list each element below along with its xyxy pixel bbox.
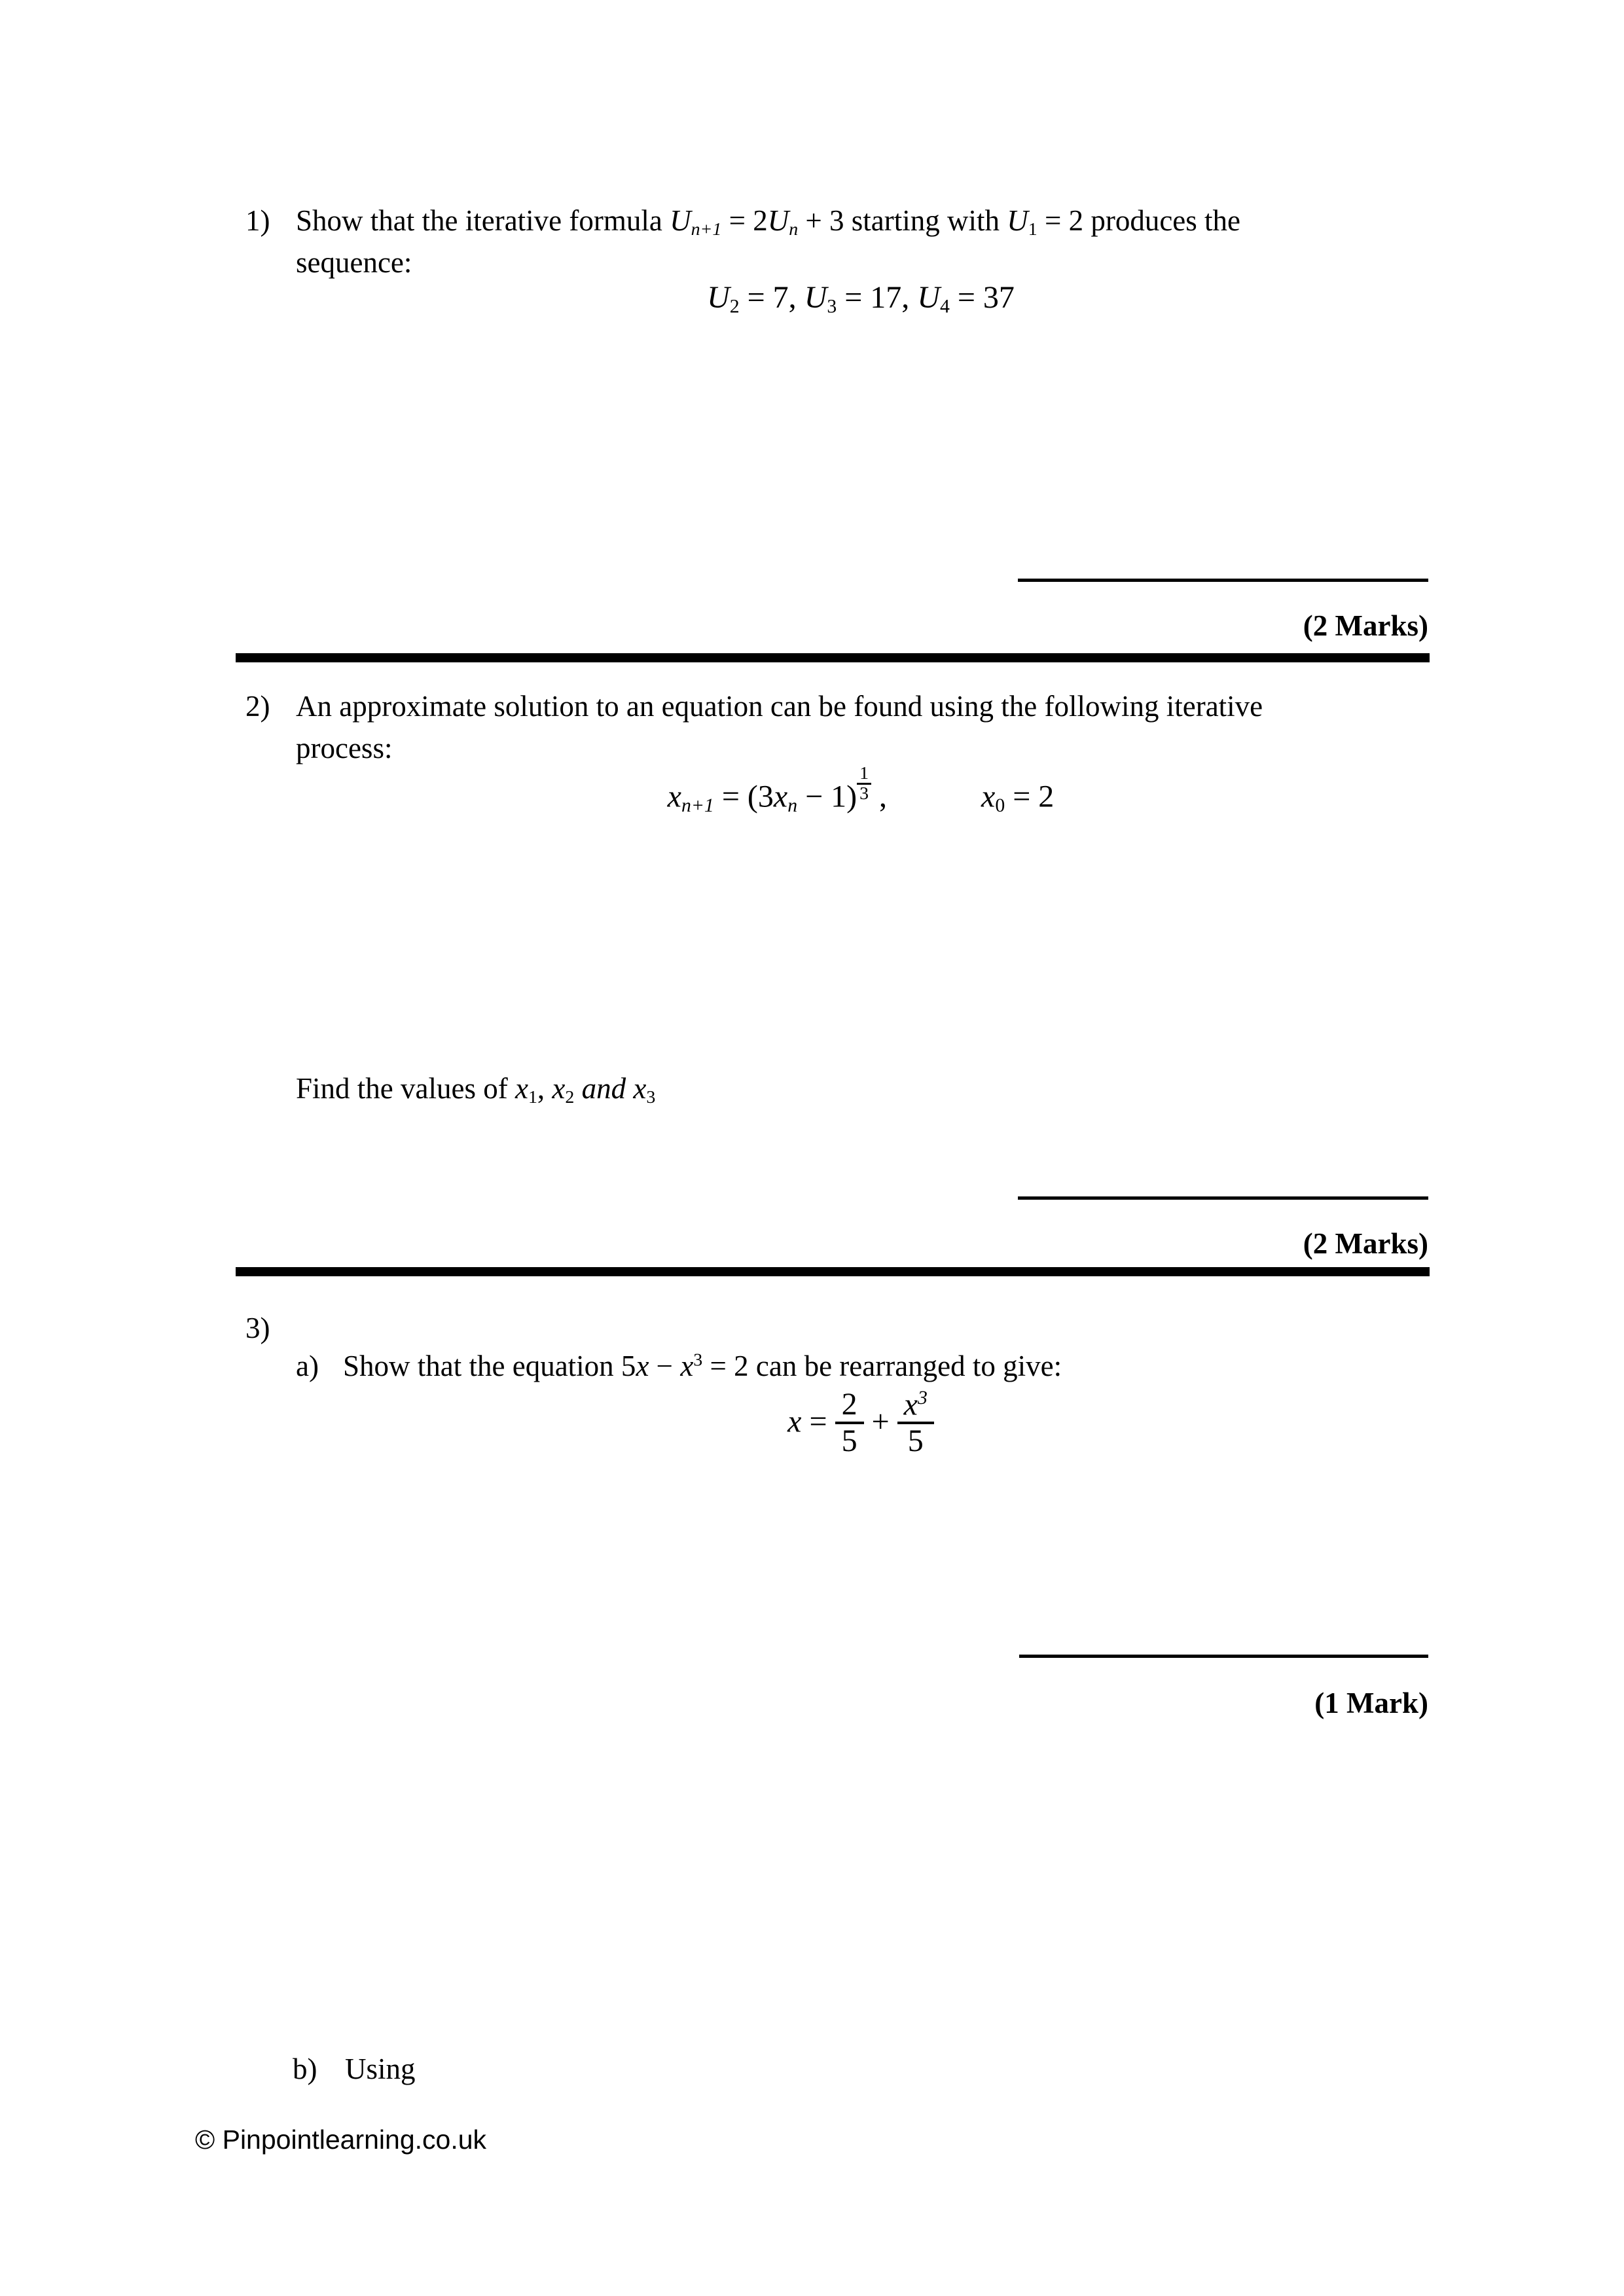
math-segment: x <box>787 1404 802 1439</box>
math-segment: x <box>981 779 996 814</box>
math-segment: + 3 starting with <box>798 204 1007 237</box>
math-segment: 3 <box>646 1086 656 1107</box>
math-segment: and <box>581 1072 626 1105</box>
math-segment: = 2 <box>721 204 768 237</box>
fraction-numerator <box>857 764 871 785</box>
math-fraction <box>897 1388 934 1458</box>
math-segment: n+1 <box>681 794 714 816</box>
math-segment: U <box>670 204 691 237</box>
math-segment: n <box>789 219 799 240</box>
math-segment: n <box>787 794 798 816</box>
math-segment: , <box>871 779 888 814</box>
question-2-number: 2) <box>245 690 270 723</box>
math-segment: Show that the iterative formula <box>296 204 670 237</box>
question-3a-text <box>343 1347 1062 1386</box>
math-segment: 3 <box>827 295 837 317</box>
math-segment: 2 <box>841 1387 857 1422</box>
fraction-numerator <box>897 1388 934 1424</box>
question-2-find-values-text <box>296 1069 655 1109</box>
question-2-equation <box>265 764 1456 819</box>
math-segment <box>887 780 981 814</box>
math-segment: x <box>633 1072 647 1105</box>
question-2-text-line-2: process: <box>296 732 393 764</box>
math-segment: 3 <box>693 1350 703 1371</box>
math-segment: x <box>773 779 788 814</box>
math-segment: 0 <box>995 794 1005 816</box>
math-segment: U <box>1007 204 1028 237</box>
math-segment: 5 <box>841 1424 857 1459</box>
math-segment: U <box>767 204 789 237</box>
math-segment: − <box>649 1350 681 1382</box>
divider-rule-2 <box>236 1267 1430 1276</box>
math-segment: = 2 <box>1005 779 1055 814</box>
math-segment: = 2 produces the <box>1037 204 1241 237</box>
math-segment: U <box>804 280 827 315</box>
copyright-footer: © Pinpointlearning.co.uk <box>195 2125 487 2155</box>
math-segment: − 1) <box>797 779 857 814</box>
math-segment <box>574 1072 581 1105</box>
math-segment: 3 <box>917 1387 928 1408</box>
math-segment: x <box>680 1350 694 1382</box>
math-segment: x <box>667 779 681 814</box>
math-segment: x <box>552 1072 566 1105</box>
question-1-answer-line <box>1018 579 1428 582</box>
math-segment: = <box>801 1404 835 1439</box>
question-3b-label: b) <box>293 2053 317 2085</box>
math-segment: = 37 <box>949 280 1015 315</box>
math-segment: 3 <box>859 783 869 804</box>
question-1-text-line-2: sequence: <box>296 246 412 279</box>
math-segment: 1 <box>1028 219 1038 240</box>
divider-rule-1 <box>236 653 1430 662</box>
math-segment: = 2 can be rearranged to give: <box>702 1350 1062 1382</box>
math-segment: 4 <box>939 295 950 317</box>
question-3-number: 3) <box>245 1312 270 1344</box>
question-3a-marks: (1 Mark) <box>1314 1687 1428 1719</box>
math-segment: x <box>636 1350 649 1382</box>
math-segment: , <box>537 1072 552 1105</box>
question-3a-equation <box>265 1388 1456 1458</box>
question-3a-label: a) <box>296 1350 319 1382</box>
question-1-number: 1) <box>245 204 270 237</box>
math-segment: 1 <box>859 763 869 783</box>
math-segment: Show that the equation 5 <box>343 1350 636 1382</box>
question-2-marks: (2 Marks) <box>1303 1227 1428 1260</box>
math-segment: 5 <box>907 1424 924 1459</box>
math-segment: = (3 <box>713 779 774 814</box>
math-segment: Find the values of <box>296 1072 515 1105</box>
math-segment <box>626 1072 633 1105</box>
math-segment: 1 <box>528 1086 537 1107</box>
question-1-text-line-1 <box>296 202 1240 242</box>
math-segment: = 7, <box>739 280 804 315</box>
fraction-numerator <box>835 1388 864 1424</box>
fraction-denominator <box>857 785 871 803</box>
question-3a-answer-line <box>1019 1655 1428 1658</box>
question-2-answer-line <box>1018 1196 1428 1200</box>
math-segment: x <box>903 1387 918 1422</box>
math-segment: + <box>863 1404 897 1439</box>
fraction-denominator <box>897 1424 934 1458</box>
question-1-equation <box>265 278 1456 319</box>
question-3b-text: Using <box>345 2053 416 2085</box>
math-segment: x <box>514 1072 528 1105</box>
question-1-marks: (2 Marks) <box>1303 609 1428 642</box>
question-2-text-line-1: An approximate solution to an equation can be found using the following iterative <box>296 690 1263 723</box>
math-segment: n+1 <box>691 219 722 240</box>
math-segment: = 17, <box>837 280 918 315</box>
math-segment: 2 <box>565 1086 575 1107</box>
math-fraction <box>857 764 871 803</box>
math-fraction <box>835 1388 864 1458</box>
fraction-denominator <box>835 1424 864 1458</box>
math-segment: 2 <box>729 295 740 317</box>
math-segment: U <box>707 280 730 315</box>
math-segment: U <box>917 280 940 315</box>
